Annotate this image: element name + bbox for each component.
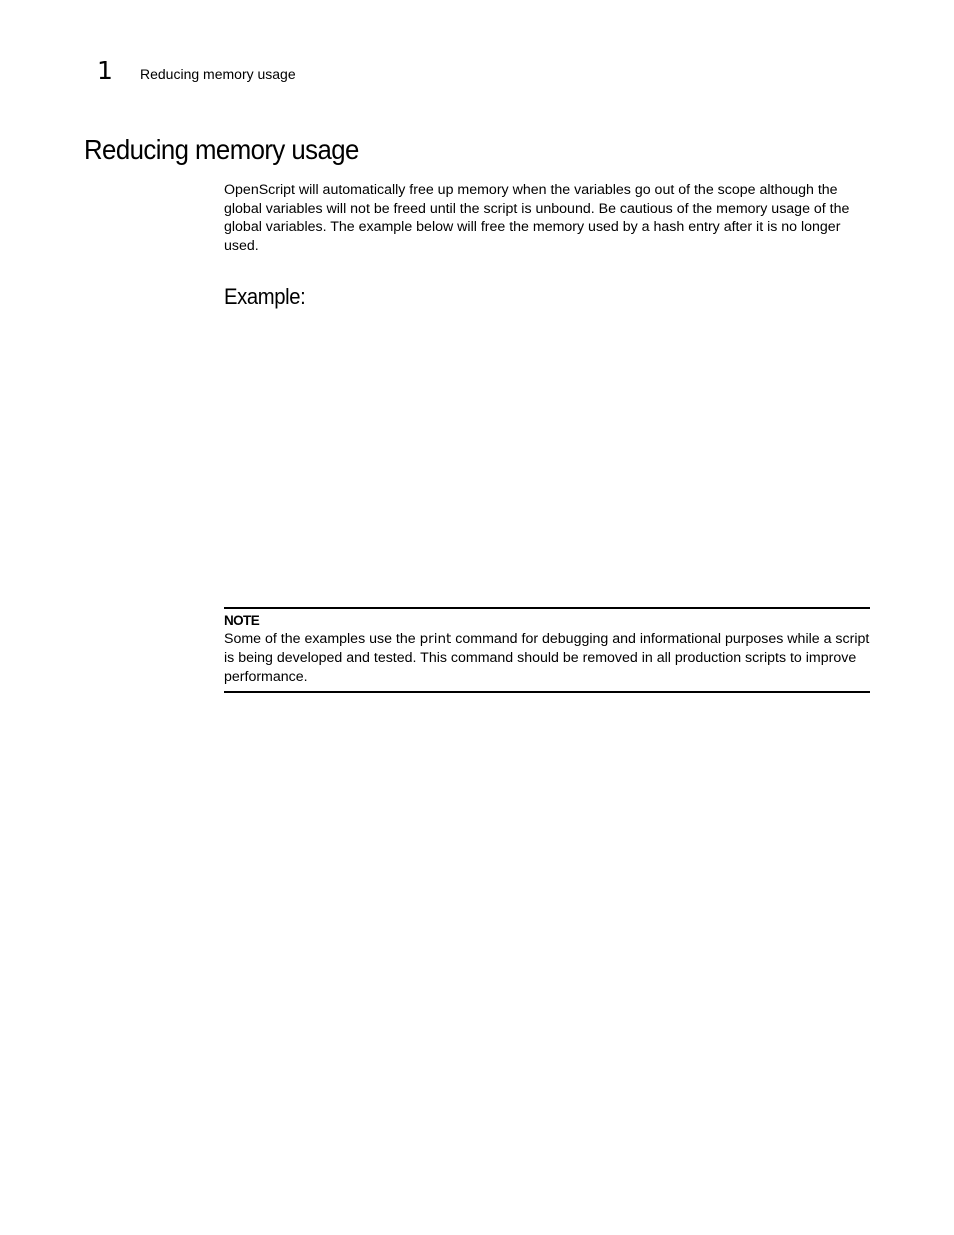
section-title: Reducing memory usage bbox=[84, 134, 359, 165]
note-label: NOTE bbox=[224, 613, 260, 628]
note-box bbox=[224, 607, 870, 693]
running-header-title: Reducing memory usage bbox=[140, 66, 296, 82]
note-text-after: command for debugging and informational purposes while a script is being developed and tested. This command should be removed in all production scripts to improve performance. bbox=[224, 631, 870, 685]
section-body-paragraph: OpenScript will automatically free up memory when the variables go out of the scope although the global variables will not be freed until the script is unbound. Be cautious of the memory usage of the global variables. The example below will free the memory used by a hash entry after it is no longer used. bbox=[224, 182, 850, 254]
example-heading: Example: bbox=[224, 284, 306, 309]
note-text-before: Some of the examples use the bbox=[224, 631, 420, 647]
chapter-number: 1 bbox=[97, 56, 113, 85]
note-text bbox=[224, 630, 870, 687]
note-command: print bbox=[419, 631, 452, 647]
